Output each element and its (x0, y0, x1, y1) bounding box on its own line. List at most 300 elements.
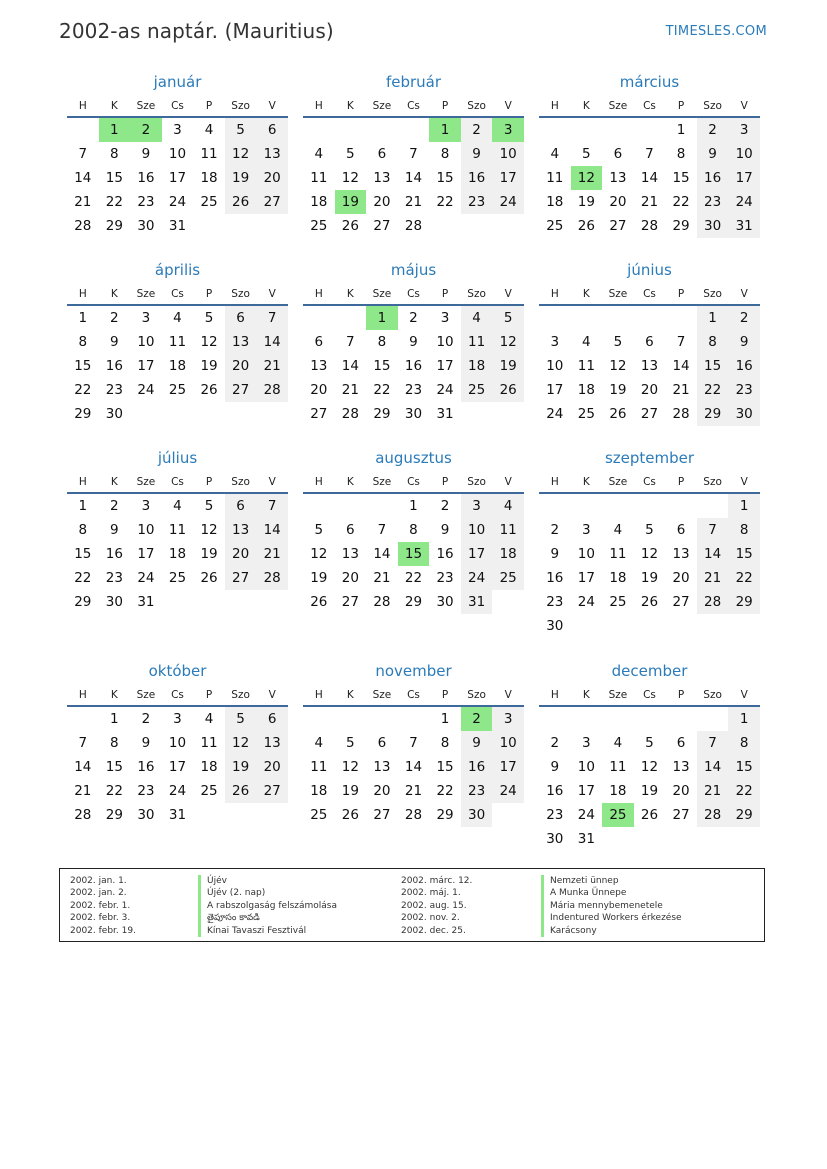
day-cell: 3 (582, 735, 591, 751)
day-cell: 24 (137, 382, 155, 398)
day-cell: 30 (728, 402, 760, 426)
day-cell: 10 (577, 546, 595, 562)
day-cell: 11 (168, 334, 187, 350)
holiday-name: A Munka Ünnepe (541, 887, 682, 899)
empty-cell (256, 214, 288, 238)
day-cell: 8 (440, 146, 450, 162)
weekday-header: Sze (366, 284, 398, 305)
day-cell: 26 (225, 190, 257, 214)
day-cell: 12 (640, 759, 659, 775)
day-cell: 5 (645, 735, 654, 751)
day-cell: 26 (341, 807, 359, 823)
day-cell: 17 (577, 783, 595, 799)
day-cell: 31 (168, 807, 187, 823)
day-cell: 28 (74, 807, 92, 823)
empty-cell (162, 402, 194, 426)
day-cell: 27 (672, 807, 690, 823)
day-cell: 21 (74, 783, 92, 799)
month-table (539, 96, 760, 238)
empty-cell (335, 305, 367, 330)
weekday-header: P (665, 284, 697, 305)
empty-cell (225, 214, 257, 238)
holiday-date: 2002. márc. 12. (401, 876, 473, 886)
empty-cell (256, 402, 288, 426)
weekday-header: Sze (130, 96, 162, 117)
day-cell: 29 (436, 807, 454, 823)
day-cell: 27 (341, 594, 359, 610)
weekday-header: V (728, 472, 760, 493)
empty-cell (366, 117, 398, 142)
day-cell: 16 (137, 759, 155, 775)
day-cell: 5 (225, 117, 257, 142)
empty-cell (571, 706, 603, 731)
empty-cell (193, 214, 225, 238)
empty-cell (697, 493, 729, 518)
day-cell: 23 (461, 190, 493, 214)
day-cell: 10 (168, 735, 187, 751)
day-cell: 19 (577, 194, 595, 210)
empty-cell (335, 706, 367, 731)
day-cell: 16 (697, 166, 729, 190)
holiday-name: Karácsony (541, 925, 682, 937)
weekday-header: P (193, 472, 225, 493)
day-cell: 16 (404, 358, 423, 374)
weekday-header: H (303, 685, 335, 706)
month-table (303, 472, 524, 614)
day-cell: 18 (168, 358, 187, 374)
day-cell: 29 (728, 590, 760, 614)
day-cell: 22 (728, 566, 760, 590)
month-table (67, 472, 288, 614)
day-cell: 18 (310, 194, 328, 210)
empty-cell (665, 493, 697, 518)
empty-cell (303, 305, 335, 330)
day-cell: 26 (577, 218, 595, 234)
day-cell: 1 (110, 711, 119, 727)
day-cell: 24 (461, 566, 493, 590)
day-cell: 23 (728, 378, 760, 402)
weekday-header: K (571, 472, 603, 493)
day-cell: 13 (373, 759, 391, 775)
day-cell: 23 (546, 807, 564, 823)
day-cell: 7 (256, 305, 288, 330)
day-cell: 7 (645, 146, 654, 162)
empty-cell (697, 706, 729, 731)
day-cell: 20 (373, 783, 391, 799)
day-cell: 26 (640, 594, 659, 610)
day-cell: 1 (697, 305, 729, 330)
day-cell: 7 (78, 735, 88, 751)
day-cell: 2 (130, 117, 162, 142)
weekday-header: V (492, 472, 524, 493)
weekday-header: P (665, 685, 697, 706)
day-cell: 19 (200, 358, 218, 374)
day-cell: 4 (492, 493, 524, 518)
day-cell: 31 (436, 406, 454, 422)
weekday-header: P (665, 96, 697, 117)
day-cell: 27 (672, 594, 690, 610)
day-cell: 4 (173, 498, 182, 514)
day-cell: 16 (105, 546, 123, 562)
empty-cell (602, 827, 634, 851)
day-cell: 14 (74, 759, 92, 775)
month-name: december (611, 662, 688, 680)
day-cell: 27 (373, 807, 391, 823)
day-cell: 5 (346, 146, 355, 162)
day-cell: 24 (137, 570, 155, 586)
day-cell: 13 (609, 170, 627, 186)
day-cell: 28 (697, 590, 729, 614)
day-cell: 3 (440, 310, 450, 326)
day-cell: 11 (609, 759, 627, 775)
day-cell: 9 (141, 146, 151, 162)
day-cell: 12 (200, 522, 218, 538)
day-cell: 12 (609, 358, 627, 374)
day-cell: 9 (728, 330, 760, 354)
day-cell: 20 (256, 755, 288, 779)
month-table (67, 685, 288, 827)
day-cell: 8 (409, 522, 418, 538)
day-cell: 5 (225, 706, 257, 731)
day-cell: 4 (550, 146, 560, 162)
page-title: 2002-as naptár. (Mauritius) (59, 19, 334, 43)
day-cell: 22 (105, 194, 123, 210)
day-cell: 9 (461, 142, 493, 166)
weekday-header: H (67, 284, 99, 305)
day-cell: 9 (461, 731, 493, 755)
weekday-header: Sze (602, 472, 634, 493)
day-cell: 11 (577, 358, 595, 374)
day-cell: 7 (409, 735, 418, 751)
day-cell: 2 (141, 711, 151, 727)
month-name: november (375, 662, 452, 680)
holiday-date: 2002. febr. 19. (70, 925, 136, 936)
day-cell: 13 (256, 142, 288, 166)
day-cell: 29 (105, 218, 123, 234)
day-cell: 16 (546, 783, 564, 799)
empty-cell (634, 827, 666, 851)
day-cell: 27 (640, 406, 659, 422)
day-cell: 20 (310, 382, 328, 398)
empty-cell (697, 827, 729, 851)
empty-cell (539, 305, 571, 330)
day-cell: 9 (409, 334, 418, 350)
day-cell: 2 (461, 117, 493, 142)
weekday-header: H (303, 284, 335, 305)
day-cell: 25 (168, 382, 187, 398)
day-cell: 23 (105, 382, 123, 398)
weekday-header: Sze (602, 284, 634, 305)
day-cell: 13 (225, 518, 257, 542)
day-cell: 12 (341, 170, 359, 186)
day-cell: 25 (577, 406, 595, 422)
empty-cell (602, 493, 634, 518)
month-name: március (619, 73, 680, 91)
day-cell: 19 (225, 755, 257, 779)
day-cell: 14 (697, 542, 729, 566)
day-cell: 28 (256, 566, 288, 590)
day-cell: 5 (613, 334, 623, 350)
empty-cell (492, 590, 524, 614)
day-cell: 18 (461, 354, 493, 378)
weekday-header: V (492, 96, 524, 117)
weekday-header: H (539, 96, 571, 117)
weekday-header: Szo (225, 685, 257, 706)
day-cell: 6 (645, 334, 654, 350)
day-cell: 28 (404, 807, 423, 823)
day-cell: 4 (613, 735, 623, 751)
day-cell: 21 (697, 779, 729, 803)
day-cell: 22 (373, 382, 391, 398)
month-table (67, 284, 288, 426)
holiday-names-col-1 (198, 875, 337, 937)
day-cell: 23 (436, 570, 454, 586)
empty-cell (665, 827, 697, 851)
weekday-header: V (256, 96, 288, 117)
month-name: október (148, 662, 207, 680)
weekday-header: H (539, 472, 571, 493)
empty-cell (335, 117, 367, 142)
weekday-header: Szo (461, 284, 493, 305)
day-cell: 2 (697, 117, 729, 142)
day-cell: 14 (404, 759, 423, 775)
day-cell: 30 (461, 803, 493, 827)
weekday-header: Cs (398, 472, 430, 493)
day-cell: 9 (697, 142, 729, 166)
day-cell: 10 (436, 334, 454, 350)
day-cell: 14 (256, 330, 288, 354)
day-cell: 21 (74, 194, 92, 210)
day-cell: 27 (225, 566, 257, 590)
empty-cell (728, 614, 760, 638)
empty-cell (225, 590, 257, 614)
holiday-date: 2002. nov. 2. (401, 913, 460, 924)
day-cell: 11 (609, 546, 627, 562)
day-cell: 22 (672, 194, 690, 210)
day-cell: 28 (373, 594, 391, 610)
day-cell: 24 (492, 190, 524, 214)
day-cell: 4 (461, 305, 493, 330)
weekday-header: P (193, 284, 225, 305)
holiday-date: 2002. jan. 1. (70, 876, 127, 886)
day-cell: 7 (78, 146, 88, 162)
weekday-header: V (728, 96, 760, 117)
empty-cell (665, 614, 697, 638)
weekday-header: Szo (225, 284, 257, 305)
day-cell: 26 (640, 807, 659, 823)
day-cell: 4 (613, 522, 623, 538)
holiday-name: Kínai Tavaszi Fesztivál (198, 925, 337, 937)
day-cell: 9 (141, 735, 151, 751)
day-cell: 2 (728, 305, 760, 330)
day-cell: 22 (728, 779, 760, 803)
day-cell: 24 (728, 190, 760, 214)
empty-cell (602, 614, 634, 638)
holiday-name: Újév (2. nap) (198, 887, 337, 899)
day-cell: 20 (672, 570, 690, 586)
day-cell: 10 (492, 142, 524, 166)
day-cell: 21 (404, 194, 423, 210)
day-cell: 8 (78, 522, 88, 538)
day-cell: 25 (492, 566, 524, 590)
day-cell: 20 (640, 382, 659, 398)
day-cell: 24 (168, 783, 187, 799)
day-cell: 10 (137, 522, 155, 538)
day-cell: 6 (676, 522, 686, 538)
day-cell: 21 (640, 194, 659, 210)
weekday-header: P (429, 472, 461, 493)
weekday-header: H (303, 96, 335, 117)
month-1 (303, 72, 524, 238)
day-cell: 10 (168, 146, 187, 162)
day-cell: 20 (341, 570, 359, 586)
empty-cell (602, 706, 634, 731)
day-cell: 29 (404, 594, 423, 610)
day-cell: 6 (346, 522, 355, 538)
day-cell: 14 (404, 170, 423, 186)
month-name: augusztus (375, 449, 452, 467)
day-cell: 3 (550, 334, 560, 350)
day-cell: 19 (341, 783, 359, 799)
day-cell: 25 (310, 218, 328, 234)
empty-cell (634, 706, 666, 731)
empty-cell (193, 402, 225, 426)
day-cell: 1 (78, 498, 88, 514)
day-cell: 10 (546, 358, 564, 374)
day-cell: 15 (74, 358, 92, 374)
day-cell: 18 (577, 382, 595, 398)
empty-cell (67, 117, 99, 142)
day-cell: 22 (436, 783, 454, 799)
day-cell: 29 (74, 594, 92, 610)
day-cell: 22 (436, 194, 454, 210)
day-cell: 4 (204, 122, 214, 138)
day-cell: 6 (256, 117, 288, 142)
month-4 (303, 260, 524, 426)
month-10 (303, 661, 524, 827)
brand-link[interactable]: TIMESLES.COM (665, 24, 767, 39)
day-cell: 1 (99, 117, 131, 142)
weekday-header: Cs (398, 284, 430, 305)
day-cell: 17 (137, 546, 155, 562)
day-cell: 25 (602, 803, 634, 827)
empty-cell (256, 590, 288, 614)
day-cell: 30 (404, 406, 423, 422)
weekday-header: Cs (634, 284, 666, 305)
day-cell: 11 (200, 735, 218, 751)
month-table (539, 472, 760, 638)
day-cell: 13 (373, 170, 391, 186)
day-cell: 29 (728, 803, 760, 827)
empty-cell (539, 706, 571, 731)
day-cell: 21 (256, 354, 288, 378)
day-cell: 14 (640, 170, 659, 186)
weekday-header: K (571, 685, 603, 706)
day-cell: 9 (110, 522, 119, 538)
empty-cell (634, 305, 666, 330)
day-cell: 22 (105, 783, 123, 799)
empty-cell (665, 706, 697, 731)
weekday-header: Szo (697, 472, 729, 493)
day-cell: 5 (346, 735, 355, 751)
day-cell: 29 (697, 402, 729, 426)
day-cell: 15 (74, 546, 92, 562)
day-cell: 20 (256, 166, 288, 190)
empty-cell (398, 117, 430, 142)
day-cell: 2 (550, 522, 560, 538)
day-cell: 15 (436, 759, 454, 775)
day-cell: 3 (141, 498, 151, 514)
empty-cell (366, 493, 398, 518)
empty-cell (303, 706, 335, 731)
day-cell: 10 (577, 759, 595, 775)
day-cell: 31 (728, 214, 760, 238)
day-cell: 26 (492, 378, 524, 402)
month-name: január (153, 73, 202, 91)
weekday-header: P (665, 472, 697, 493)
holiday-name: Mária mennybemenetele (541, 900, 682, 912)
day-cell: 29 (105, 807, 123, 823)
weekday-header: K (99, 284, 131, 305)
day-cell: 21 (404, 783, 423, 799)
weekday-header: Szo (461, 96, 493, 117)
day-cell: 6 (676, 735, 686, 751)
weekday-header: K (571, 96, 603, 117)
day-cell: 8 (697, 330, 729, 354)
day-cell: 28 (74, 218, 92, 234)
day-cell: 15 (105, 759, 123, 775)
day-cell: 23 (404, 382, 423, 398)
day-cell: 1 (440, 711, 450, 727)
holiday-date: 2002. aug. 15. (401, 900, 467, 911)
day-cell: 25 (200, 194, 218, 210)
weekday-header: Cs (634, 685, 666, 706)
day-cell: 2 (110, 310, 119, 326)
day-cell: 7 (697, 731, 729, 755)
day-cell: 14 (74, 170, 92, 186)
day-cell: 18 (168, 546, 187, 562)
day-cell: 26 (200, 570, 218, 586)
empty-cell (571, 493, 603, 518)
empty-cell (697, 614, 729, 638)
day-cell: 7 (377, 522, 387, 538)
day-cell: 14 (341, 358, 359, 374)
weekday-header: Cs (162, 472, 194, 493)
weekday-header: K (99, 685, 131, 706)
day-cell: 9 (550, 546, 560, 562)
day-cell: 12 (640, 546, 659, 562)
day-cell: 4 (173, 310, 182, 326)
weekday-header: P (429, 284, 461, 305)
weekday-header: H (539, 685, 571, 706)
day-cell: 24 (492, 779, 524, 803)
holiday-dates-col-1 (70, 875, 136, 937)
day-cell: 2 (110, 498, 119, 514)
month-table (67, 96, 288, 238)
weekday-header: Cs (162, 685, 194, 706)
day-cell: 30 (546, 831, 564, 847)
day-cell: 21 (341, 382, 359, 398)
day-cell: 18 (609, 570, 627, 586)
day-cell: 17 (137, 358, 155, 374)
day-cell: 19 (640, 570, 659, 586)
empty-cell (539, 117, 571, 142)
day-cell: 6 (225, 493, 257, 518)
day-cell: 8 (78, 334, 88, 350)
weekday-header: K (335, 472, 367, 493)
day-cell: 30 (105, 406, 123, 422)
day-cell: 2 (550, 735, 560, 751)
